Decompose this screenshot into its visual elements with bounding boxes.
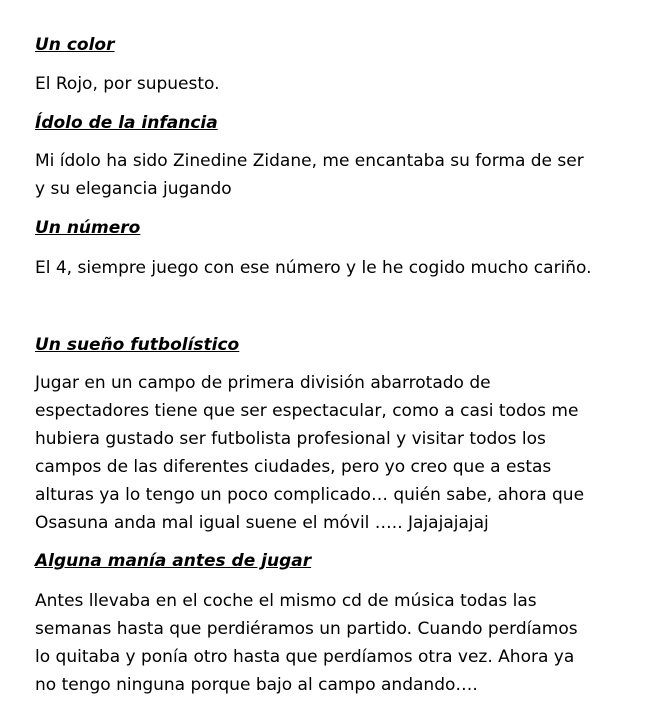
heading-superstition: Alguna manía antes de jugar: [35, 551, 312, 571]
text-line: Mi ídolo ha sido Zinedine Zidane, me encantaba su forma de ser: [35, 151, 584, 171]
text-line: semanas hasta que perdiéramos un partido. Cuando perdíamos: [35, 619, 578, 639]
text-line: lo quitaba y ponía otro hasta que perdíamos otra vez. Ahora ya: [35, 647, 575, 667]
paragraph-idol: [35, 147, 655, 203]
heading-number: Un número: [35, 218, 141, 238]
text-line: espectadores tiene que ser espectacular, como a casi todos me: [35, 401, 579, 421]
paragraph-superstition: [35, 587, 655, 699]
text-line: Osasuna anda mal igual suene el móvil ….. Jajajajajaj: [35, 513, 489, 533]
heading-color: Un color: [35, 35, 115, 55]
text-line: Antes llevaba en el coche el mismo cd de música todas las: [35, 591, 537, 611]
heading-idol: Ídolo de la infancia: [35, 113, 218, 133]
heading-dream: Un sueño futbolístico: [35, 335, 240, 355]
text-line: alturas ya lo tengo un poco complicado… quién sabe, ahora que: [35, 485, 585, 505]
text-line: El Rojo, por supuesto.: [35, 74, 220, 94]
text-line: campos de las diferentes ciudades, pero yo creo que a estas: [35, 457, 552, 477]
text-line: no tengo ninguna porque bajo al campo andando….: [35, 675, 478, 695]
text-line: hubiera gustado ser futbolista profesional y visitar todos los: [35, 429, 546, 449]
paragraph-color: [35, 70, 655, 98]
text-line: El 4, siempre juego con ese número y le he cogido mucho cariño.: [35, 258, 592, 278]
text-line: y su elegancia jugando: [35, 179, 232, 199]
paragraph-dream: [35, 369, 655, 537]
paragraph-number: [35, 254, 655, 282]
text-line: Jugar en un campo de primera división abarrotado de: [35, 373, 491, 393]
